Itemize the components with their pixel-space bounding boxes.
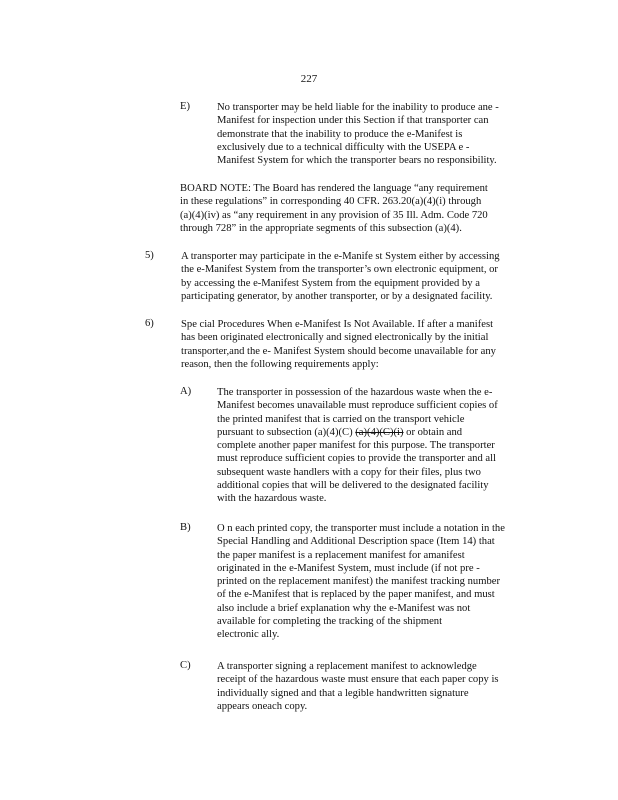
text-line: transporter,and the e- Manifest System should become unavailable for any [181,345,496,357]
item-6-text [181,318,543,371]
text-line: also include a brief explanation why the e-Manifest was not [217,602,471,614]
text-line: The transporter in possession of the hazardous waste when the e- [217,387,493,398]
text-line: Manifest System for which the transporter bears no responsibility. [217,155,497,167]
text-line: originated in the e-Manifest System, must include (if not pre - [217,562,480,574]
text-line: additional copies that will be delivered to the designated facility [217,480,489,492]
text-line: (a)(4)(iv) as “any requirement in any provision of 35 Ill. Adm. Code 720 [180,209,488,221]
text-line: A transporter signing a replacement manifest to acknowledge [217,661,477,672]
item-c-text [217,660,543,713]
item-a-text [217,386,543,506]
text-line: of the e-Manifest that is replaced by the paper manifest, and must [217,589,495,601]
item-e-text [217,101,538,167]
text-line: electronic ally. [217,629,280,641]
text-line: the printed manifest that is carried on the transport vehicle [217,413,465,425]
text-line: in these regulations” in corresponding 40 CFR. 263.20(a)(4)(i) through [180,196,482,208]
text-line: Spe cial Procedures When e-Manifest Is Not Available. If after a manifest [181,319,494,330]
text-line: appears oneach copy. [217,700,308,712]
text-segment: or obtain and [403,426,463,438]
text-line: receipt of the hazardous waste must ensure that each paper copy is [217,674,499,686]
text-line: the paper manifest is a replacement manifest for amanifest [217,549,465,561]
text-line: complete another paper manifest for this purpose. The transporter [217,440,495,452]
text-line: BOARD NOTE: The Board has rendered the language “any requirement [180,183,488,194]
text-line: the e-Manifest System from the transporter’s own electronic equipment, or [181,264,498,276]
text-line: individually signed and that a legible handwritten signature [217,687,469,699]
text-line: No transporter may be held liable for the inability to produce ane - [217,102,499,113]
text-line: A transporter may participate in the e-Manife st System either by accessing [181,251,500,262]
text-line: participating generator, by another transporter, or by a designated facility. [181,290,493,302]
text-line: Manifest for inspection under this Section if that transporter can [217,115,489,127]
text-line: has been originated electronically and signed electronically by the initial [181,332,489,344]
struck-text: (a)(4)(C)(i) [355,426,404,438]
item-a-label: A) [180,386,192,397]
text-segment: pursuant to subsection (a)(4)(C) [217,426,356,438]
text-line: through 728” in the appropriate segments of this subsection (a)(4). [180,222,462,234]
item-b-label: B) [180,522,191,533]
text-line: printed on the replacement manifest) the manifest tracking number [217,576,500,588]
text-line [217,426,543,439]
item-5-text [181,250,543,303]
text-line: Special Handling and Additional Description space (Item 14) that [217,536,495,548]
text-line: subsequent waste handlers with a copy for their files, plus two [217,466,481,478]
page-number: 227 [300,73,318,85]
item-c-label: C) [180,660,191,671]
item-5-label: 5) [145,250,154,261]
board-note-text [180,182,525,235]
text-line: demonstrate that the inability to produce the e-Manifest is [217,128,463,140]
item-b-text [217,522,543,642]
text-line: O n each printed copy, the transporter must include a notation in the [217,523,505,534]
item-6-label: 6) [145,318,154,329]
text-line: Manifest becomes unavailable must reproduce sufficient copies of [217,400,498,412]
text-line: with the hazardous waste. [217,493,327,505]
text-line: must reproduce sufficient copies to provide the transporter and all [217,453,496,465]
text-line: reason, then the following requirements apply: [181,358,379,370]
item-e-label: E) [180,101,190,112]
text-line: exclusively due to a technical difficulty with the USEPA e - [217,141,470,153]
text-line: available for completing the tracking of the shipment [217,616,443,628]
text-line: by accessing the e-Manifest System from the equipment provided by a [181,277,480,289]
